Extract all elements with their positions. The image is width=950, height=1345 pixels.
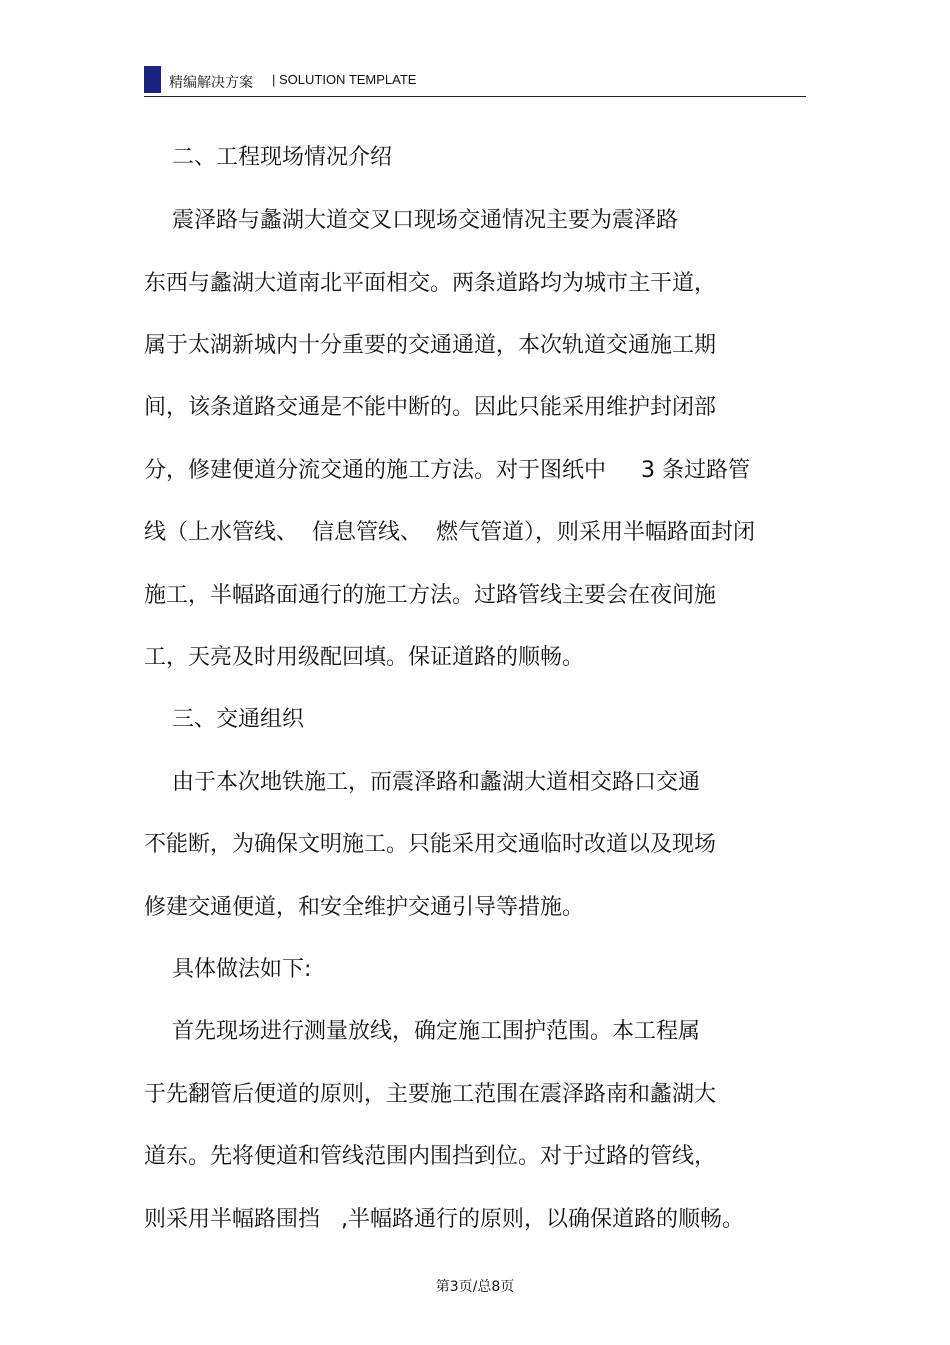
paragraph-line: 道东。先将便道和管线范围内围挡到位。对于过路的管线， (144, 1144, 717, 1169)
paragraph-line: 东西与蠡湖大道南北平面相交。两条道路均为城市主干道， (144, 271, 717, 296)
page-number: 第3页/总8页 (435, 1279, 515, 1295)
paragraph-line: 工，天亮及时用级配回填。保证道路的顺畅。 (144, 645, 585, 670)
paragraph-line: 属于太湖新城内十分重要的交通通道，本次轨道交通施工期 (144, 333, 717, 358)
header-title: 精编解决方案 (169, 75, 253, 91)
paragraph-line: 具体做法如下: (144, 957, 312, 982)
paragraph-line: 震泽路与蠡湖大道交叉口现场交通情况主要为震泽路 (144, 208, 678, 233)
paragraph-line: 则采用半幅路围挡 ,半幅路通行的原则，以确保道路的顺畅。 (144, 1207, 744, 1232)
section-heading: 三、交通组织 (144, 707, 304, 732)
paragraph-line: 线（上水管线、 信息管线、 燃气管道），则采用半幅路面封闭 (144, 520, 755, 545)
paragraph-line: 于先翻管后便道的原则，主要施工范围在震泽路南和蠡湖大 (144, 1082, 717, 1107)
paragraph-line: 分，修建便道分流交通的施工方法。对于图纸中 3 条过路管 (144, 458, 750, 483)
paragraph-line: 修建交通便道，和安全维护交通引导等措施。 (144, 895, 585, 920)
paragraph-line: 首先现场进行测量放线，确定施工围护范围。本工程属 (144, 1019, 700, 1044)
page-header (144, 66, 806, 97)
section-heading: 二、工程现场情况介绍 (144, 145, 392, 170)
paragraph-line: 间，该条道路交通是不能中断的。因此只能采用维护封闭部 (144, 395, 717, 420)
paragraph-line: 由于本次地铁施工，而震泽路和蠡湖大道相交路口交通 (144, 770, 700, 795)
header-subtitle: | SOLUTION TEMPLATE (272, 72, 417, 87)
logo-icon (144, 66, 161, 93)
paragraph-line: 施工，半幅路面通行的施工方法。过路管线主要会在夜间施 (144, 583, 717, 608)
paragraph-line: 不能断，为确保文明施工。只能采用交通临时改道以及现场 (144, 832, 717, 857)
